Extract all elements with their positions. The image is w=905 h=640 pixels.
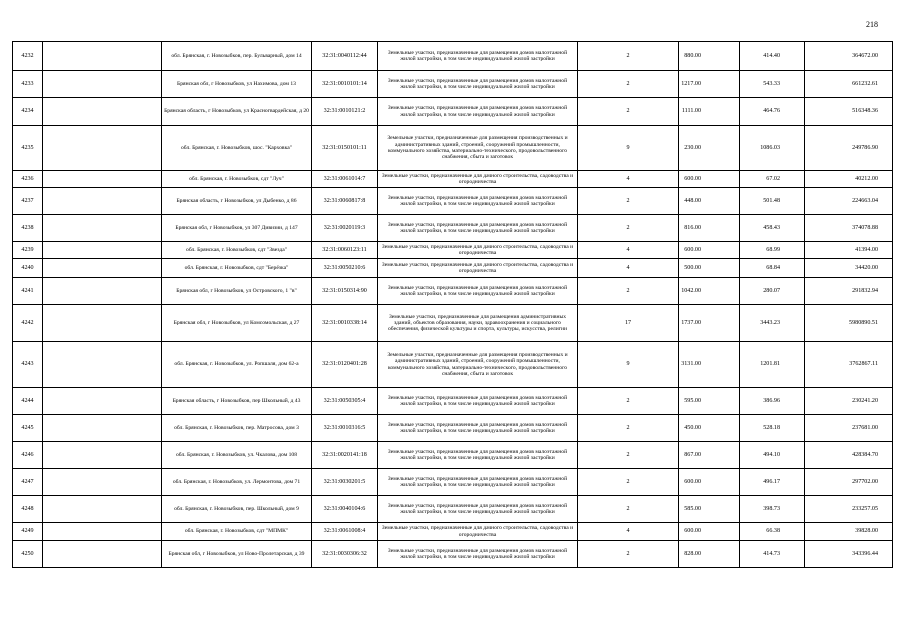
address-cell: Брянская область, г Новозыбков, пер Школьный, д 43 [162,388,312,415]
cadastral-number-cell: 32:31:0030201:5 [312,469,378,496]
specific-value-cell: 543.33 [740,71,805,98]
specific-value-cell: 1086.03 [740,126,805,171]
table-row [13,71,893,98]
group-code-cell: 2 [578,71,679,98]
cadastral-value-cell: 34420.00 [805,259,893,278]
empty-cell [43,523,162,541]
row-number: 4247 [13,469,43,496]
group-code-cell: 2 [578,415,679,442]
empty-cell [43,242,162,259]
address-cell: обл. Брянская, г. Новозыбков, сдт "МПМК" [162,523,312,541]
area-cell: 600.00 [679,523,740,541]
cadastral-number-cell: 32:31:0010121:2 [312,98,378,126]
area-cell: 595.00 [679,388,740,415]
specific-value-cell: 398.73 [740,496,805,523]
empty-cell [43,126,162,171]
specific-value-cell: 280.07 [740,278,805,305]
group-code-cell: 2 [578,215,679,242]
cadastral-value-cell: 343396.44 [805,541,893,568]
empty-cell [43,496,162,523]
land-use-cell: Земельные участки, предназначенные для размещения домов малоэтажной жилой застройки, в том числе индивидуальной жилой застройки [378,541,578,568]
empty-cell [43,188,162,215]
address-cell: обл. Брянская, г. Новозыбков, ул. Чкалова, дом 108 [162,442,312,469]
group-code-cell: 9 [578,126,679,171]
land-use-cell: Земельные участки, предназначенные для размещения производственных и административных зданий, строений, сооружений промышленности, коммунального хозяйства, материально-технического, продовольственного снабжения, сбыта и заготовок [378,126,578,171]
table-row [13,442,893,469]
table-row [13,98,893,126]
empty-cell [43,415,162,442]
land-use-cell: Земельные участки, предназначенные для дачного строительства, садоводства и огородничества [378,523,578,541]
land-use-cell: Земельные участки, предназначенные для размещения домов малоэтажной жилой застройки, в том числе индивидуальной жилой застройки [378,469,578,496]
address-cell: обл. Брянская, г. Новозыбков, ул. Лермонтова, дом 71 [162,469,312,496]
land-use-cell: Земельные участки, предназначенные для дачного строительства, садоводства и огородничества [378,259,578,278]
table-row [13,523,893,541]
empty-cell [43,215,162,242]
cadastral-value-cell: 40212.00 [805,171,893,188]
table-row [13,126,893,171]
table-row [13,342,893,388]
cadastral-value-cell: 297702.00 [805,469,893,496]
group-code-cell: 2 [578,42,679,71]
cadastral-value-cell: 661232.61 [805,71,893,98]
group-code-cell: 4 [578,242,679,259]
specific-value-cell: 414.40 [740,42,805,71]
row-number: 4245 [13,415,43,442]
row-number: 4243 [13,342,43,388]
cadastral-value-cell: 516348.36 [805,98,893,126]
specific-value-cell: 66.38 [740,523,805,541]
land-use-cell: Земельные участки, предназначенные для размещения производственных и административных зданий, строений, сооружений промышленности, коммунального хозяйства, материально-технического, продовольственного снабжения, сбыта и заготовок [378,342,578,388]
empty-cell [43,469,162,496]
cadastral-value-cell: 5980890.51 [805,305,893,342]
land-use-cell: Земельные участки, предназначенные для размещения домов малоэтажной жилой застройки, в том числе индивидуальной жилой застройки [378,215,578,242]
cadastral-number-cell: 32:31:0061008:4 [312,523,378,541]
land-use-cell: Земельные участки, предназначенные для размещения домов малоэтажной жилой застройки, в том числе индивидуальной жилой застройки [378,71,578,98]
group-code-cell: 4 [578,523,679,541]
group-code-cell: 17 [578,305,679,342]
group-code-cell: 2 [578,496,679,523]
address-cell: Брянская обл, г Новозыбков, ул Нахимова, дом 13 [162,71,312,98]
land-use-cell: Земельные участки, предназначенные для размещения домов малоэтажной жилой застройки, в том числе индивидуальной жилой застройки [378,415,578,442]
land-use-cell: Земельные участки, предназначенные для размещения административных зданий, объектов образования, науки, здравоохранения и социального обеспечения, физической культуры и спорта, культуры, искусства, религии [378,305,578,342]
cadastral-number-cell: 32:31:0060123:11 [312,242,378,259]
land-use-cell: Земельные участки, предназначенные для размещения домов малоэтажной жилой застройки, в том числе индивидуальной жилой застройки [378,188,578,215]
land-use-cell: Земельные участки, предназначенные для размещения домов малоэтажной жилой застройки, в том числе индивидуальной жилой застройки [378,98,578,126]
address-cell: обл. Брянская, г. Новозыбков, шос. "Карховка" [162,126,312,171]
table-row [13,541,893,568]
cadastral-number-cell: 32:31:0010316:5 [312,415,378,442]
cadastral-value-cell: 3762867.11 [805,342,893,388]
cadastral-number-cell: 32:31:0020141:18 [312,442,378,469]
specific-value-cell: 3443.23 [740,305,805,342]
address-cell: обл. Брянская, г. Новозыбков, пер. Бульварный, дом 14 [162,42,312,71]
specific-value-cell: 68.84 [740,259,805,278]
row-number: 4234 [13,98,43,126]
empty-cell [43,278,162,305]
area-cell: 816.00 [679,215,740,242]
cadastral-value-cell: 233257.05 [805,496,893,523]
row-number: 4241 [13,278,43,305]
group-code-cell: 2 [578,388,679,415]
land-use-cell: Земельные участки, предназначенные для размещения домов малоэтажной жилой застройки, в том числе индивидуальной жилой застройки [378,496,578,523]
cadastral-number-cell: 32:31:0150101:11 [312,126,378,171]
area-cell: 600.00 [679,242,740,259]
address-cell: обл. Брянская, г. Новозыбков, пер. Матросова, дом 3 [162,415,312,442]
row-number: 4242 [13,305,43,342]
area-cell: 1111.00 [679,98,740,126]
table-row [13,496,893,523]
area-cell: 1737.00 [679,305,740,342]
address-cell: обл. Брянская, г. Новозыбков, пер. Школьный, дом 9 [162,496,312,523]
address-cell: Брянская обл, г Новозыбков, ул Комсомольская, д 27 [162,305,312,342]
group-code-cell: 9 [578,342,679,388]
row-number: 4232 [13,42,43,71]
cadastral-value-cell: 364672.00 [805,42,893,71]
cadastral-number-cell: 32:31:0040112:44 [312,42,378,71]
cadastral-value-cell: 224663.04 [805,188,893,215]
cadastral-value-cell: 39828.00 [805,523,893,541]
area-cell: 1042.00 [679,278,740,305]
address-cell: обл. Брянская, г. Новозыбков, сдт "Луч" [162,171,312,188]
land-use-cell: Земельные участки, предназначенные для дачного строительства, садоводства и огородничества [378,242,578,259]
row-number: 4248 [13,496,43,523]
table-row [13,188,893,215]
cadastral-number-cell: 32:31:0040104:6 [312,496,378,523]
table-row [13,278,893,305]
address-cell: Брянская обл, г Новозыбков, ул 307 Дивизии, д 147 [162,215,312,242]
area-cell: 230.00 [679,126,740,171]
area-cell: 585.00 [679,496,740,523]
land-use-cell: Земельные участки, предназначенные для дачного строительства, садоводства и огородничества [378,171,578,188]
specific-value-cell: 464.76 [740,98,805,126]
cadastral-number-cell: 32:31:0030306:32 [312,541,378,568]
cadastral-number-cell: 32:31:0020119:3 [312,215,378,242]
empty-cell [43,305,162,342]
empty-cell [43,442,162,469]
row-number: 4233 [13,71,43,98]
cadastral-value-cell: 374078.88 [805,215,893,242]
group-code-cell: 2 [578,188,679,215]
address-cell: Брянская обл, г Новозыбков, ул Ново-Пролетарская, д 39 [162,541,312,568]
specific-value-cell: 458.43 [740,215,805,242]
specific-value-cell: 1201.81 [740,342,805,388]
group-code-cell: 2 [578,541,679,568]
table-body [13,42,893,568]
area-cell: 1217.00 [679,71,740,98]
specific-value-cell: 501.48 [740,188,805,215]
cadastral-number-cell: 32:31:0060817:8 [312,188,378,215]
cadastral-number-cell: 32:31:0010338:14 [312,305,378,342]
specific-value-cell: 414.73 [740,541,805,568]
cadastral-value-cell: 230241.20 [805,388,893,415]
group-code-cell: 4 [578,171,679,188]
cadastral-number-cell: 32:31:0050210:6 [312,259,378,278]
row-number: 4250 [13,541,43,568]
address-cell: обл. Брянская, г. Новозыбков, ул. Ропшаля, дом 62-а [162,342,312,388]
address-cell: обл. Брянская, г. Новозыбков, сдт "Звезда" [162,242,312,259]
address-cell: обл. Брянская, г. Новозыбков, сдт "Берёзка" [162,259,312,278]
empty-cell [43,342,162,388]
cadastral-value-cell: 237681.00 [805,415,893,442]
empty-cell [43,541,162,568]
empty-cell [43,171,162,188]
cadastral-number-cell: 32:31:0150314:90 [312,278,378,305]
table-row [13,469,893,496]
table-row [13,305,893,342]
table-row [13,388,893,415]
empty-cell [43,98,162,126]
land-cadastral-table [12,41,893,568]
specific-value-cell: 494.10 [740,442,805,469]
area-cell: 448.00 [679,188,740,215]
cadastral-value-cell: 249786.90 [805,126,893,171]
table-row [13,415,893,442]
area-cell: 828.00 [679,541,740,568]
row-number: 4246 [13,442,43,469]
specific-value-cell: 67.02 [740,171,805,188]
page-number: 218 [866,20,878,29]
land-use-cell: Земельные участки, предназначенные для размещения домов малоэтажной жилой застройки, в том числе индивидуальной жилой застройки [378,388,578,415]
address-cell: Брянская область, г Новозыбков, ул Красногвардейская, д 20 [162,98,312,126]
row-number: 4235 [13,126,43,171]
area-cell: 500.00 [679,259,740,278]
table-row [13,171,893,188]
row-number: 4238 [13,215,43,242]
specific-value-cell: 528.18 [740,415,805,442]
cadastral-number-cell: 32:31:0050305:4 [312,388,378,415]
table-row [13,42,893,71]
group-code-cell: 2 [578,278,679,305]
land-use-cell: Земельные участки, предназначенные для размещения домов малоэтажной жилой застройки, в том числе индивидуальной жилой застройки [378,278,578,305]
group-code-cell: 4 [578,259,679,278]
cadastral-value-cell: 428384.70 [805,442,893,469]
row-number: 4244 [13,388,43,415]
table-row [13,259,893,278]
area-cell: 3131.00 [679,342,740,388]
area-cell: 600.00 [679,469,740,496]
group-code-cell: 2 [578,442,679,469]
row-number: 4237 [13,188,43,215]
area-cell: 450.00 [679,415,740,442]
cadastral-value-cell: 291832.94 [805,278,893,305]
area-cell: 600.00 [679,171,740,188]
cadastral-number-cell: 32:31:0120401:28 [312,342,378,388]
land-use-cell: Земельные участки, предназначенные для размещения домов малоэтажной жилой застройки, в том числе индивидуальной жилой застройки [378,42,578,71]
row-number: 4249 [13,523,43,541]
cadastral-value-cell: 41394.00 [805,242,893,259]
cadastral-number-cell: 32:31:0010101:14 [312,71,378,98]
table-row [13,215,893,242]
group-code-cell: 2 [578,469,679,496]
specific-value-cell: 68.99 [740,242,805,259]
group-code-cell: 2 [578,98,679,126]
empty-cell [43,259,162,278]
area-cell: 867.00 [679,442,740,469]
specific-value-cell: 496.17 [740,469,805,496]
area-cell: 880.00 [679,42,740,71]
address-cell: Брянская область, г Новозыбков, ул Дыбенко, д 86 [162,188,312,215]
table-row [13,242,893,259]
row-number: 4240 [13,259,43,278]
land-use-cell: Земельные участки, предназначенные для размещения домов малоэтажной жилой застройки, в том числе индивидуальной жилой застройки [378,442,578,469]
cadastral-number-cell: 32:31:0061014:7 [312,171,378,188]
empty-cell [43,42,162,71]
specific-value-cell: 386.96 [740,388,805,415]
row-number: 4239 [13,242,43,259]
empty-cell [43,388,162,415]
row-number: 4236 [13,171,43,188]
address-cell: Брянская обл, г Новозыбков, ул Островского, 1 "в" [162,278,312,305]
empty-cell [43,71,162,98]
